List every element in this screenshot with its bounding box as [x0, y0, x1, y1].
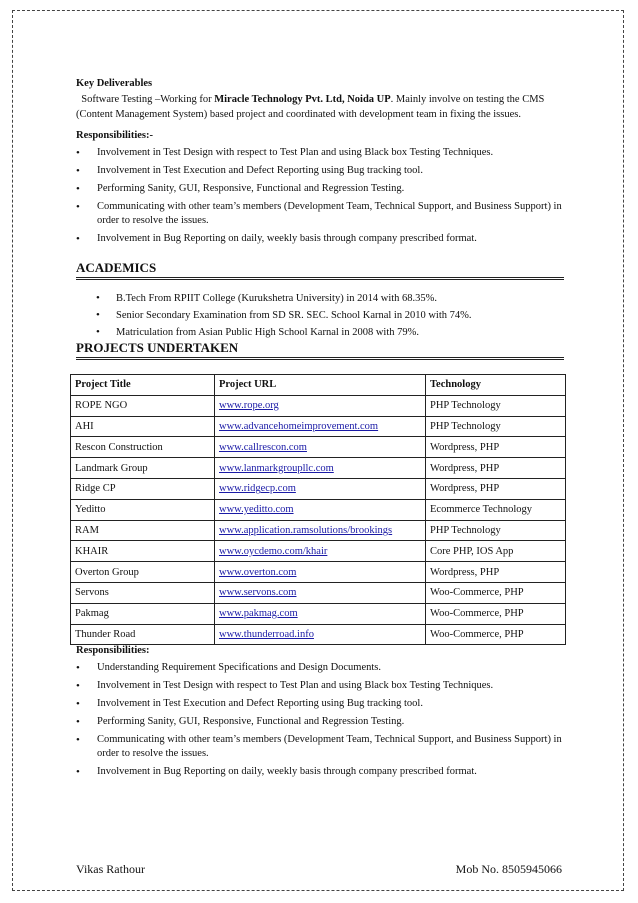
kd-text-prefix: Software Testing –Working for: [81, 94, 215, 105]
project-technology: Wordpress, PHP: [426, 458, 566, 479]
table-row: [71, 416, 566, 437]
project-technology: Woo-Commerce, PHP: [426, 624, 566, 645]
table-row: [71, 499, 566, 520]
list-item: • Involvement in Test Design with respect to Test Plan and using Black box Testing Techniques.: [76, 679, 566, 693]
project-url-link[interactable]: www.advancehomeimprovement.com: [219, 420, 379, 432]
project-technology: PHP Technology: [426, 416, 566, 437]
table-row: [71, 395, 566, 416]
project-technology: Wordpress, PHP: [426, 478, 566, 499]
header-project-url: Project URL: [215, 375, 426, 396]
responsibilities-title-1: Responsibilities:-: [76, 130, 154, 141]
table-row: [71, 458, 566, 479]
project-technology: PHP Technology: [426, 520, 566, 541]
responsibilities-title-2: Responsibilities:: [76, 645, 150, 656]
kd-company: Miracle Technology Pvt. Ltd, Noida UP: [214, 94, 391, 105]
project-title: Yeditto: [71, 499, 215, 520]
project-url-link[interactable]: www.thunderroad.info: [219, 628, 314, 640]
table-row: [71, 541, 566, 562]
table-row: [71, 582, 566, 603]
projects-table: [70, 374, 566, 645]
project-title: AHI: [71, 416, 215, 437]
project-title: Overton Group: [71, 562, 215, 583]
list-item: • Involvement in Bug Reporting on daily, weekly basis through company prescribed format.: [76, 765, 566, 779]
academics-list: [96, 291, 556, 342]
list-item: • Understanding Requirement Specifications and Design Documents.: [76, 661, 566, 675]
table-row: [71, 437, 566, 458]
project-url-link[interactable]: www.yeditto.com: [219, 504, 294, 516]
header-project-title: Project Title: [71, 375, 215, 396]
project-technology: Core PHP, IOS App: [426, 541, 566, 562]
list-item: • Performing Sanity, GUI, Responsive, Functional and Regression Testing.: [76, 182, 566, 196]
table-row: [71, 603, 566, 624]
table-row: [71, 562, 566, 583]
table-row: [71, 624, 566, 645]
project-technology: Woo-Commerce, PHP: [426, 582, 566, 603]
kd-text-suffix: . Mainly involve on testing the CMS (Content Management System) based project and coordinated with development team in fixing the issues.: [76, 94, 545, 120]
list-item: • Involvement in Test Design with respect to Test Plan and using Black box Testing Techniques.: [76, 146, 566, 160]
project-url-link[interactable]: www.application.ramsolutions/brookings: [219, 524, 393, 536]
project-url-link[interactable]: www.lanmarkgroupllc.com: [219, 462, 334, 474]
academics-heading: ACADEMICS: [76, 260, 564, 280]
key-deliverables-title: Key Deliverables: [76, 78, 153, 89]
responsibilities-list-1: [76, 146, 566, 250]
list-item: • Involvement in Test Execution and Defect Reporting using Bug tracking tool.: [76, 164, 566, 178]
project-url-link[interactable]: www.callrescon.com: [219, 441, 307, 453]
project-technology: Wordpress, PHP: [426, 437, 566, 458]
list-item: • Involvement in Bug Reporting on daily, weekly basis through company prescribed format.: [76, 232, 566, 246]
responsibilities-list-2: [76, 661, 566, 783]
key-deliverables-text: [76, 92, 566, 122]
list-item: • Communicating with other team’s members (Development Team, Technical Support, and Business Support) in order to resolve the issues.: [76, 733, 566, 761]
project-url-link[interactable]: www.pakmag.com: [219, 608, 298, 620]
table-row: [71, 478, 566, 499]
project-url-link[interactable]: www.rope.org: [219, 400, 279, 412]
project-technology: Woo-Commerce, PHP: [426, 603, 566, 624]
project-url-link[interactable]: www.servons.com: [219, 587, 297, 599]
project-technology: Ecommerce Technology: [426, 499, 566, 520]
project-title: Ridge CP: [71, 478, 215, 499]
table-row: [71, 520, 566, 541]
project-title: Pakmag: [71, 603, 215, 624]
project-technology: PHP Technology: [426, 395, 566, 416]
table-header-row: [71, 375, 566, 396]
project-technology: Wordpress, PHP: [426, 562, 566, 583]
project-title: KHAIR: [71, 541, 215, 562]
list-item: • Senior Secondary Examination from SD SR. SEC. School Karnal in 2010 with 74%.: [96, 308, 556, 323]
project-url-link[interactable]: www.overton.com: [219, 566, 297, 578]
list-item: • B.Tech From RPIIT College (Kurukshetra University) in 2014 with 68.35%.: [96, 291, 556, 306]
list-item: • Communicating with other team’s members (Development Team, Technical Support, and Business Support) in order to resolve the issues.: [76, 200, 566, 228]
project-url-link[interactable]: www.oycdemo.com/khair: [219, 545, 328, 557]
footer-name: Vikas Rathour: [76, 862, 145, 876]
project-url-link[interactable]: www.ridgecp.com: [219, 483, 296, 495]
project-title: Thunder Road: [71, 624, 215, 645]
header-technology: Technology: [426, 375, 566, 396]
footer-mobile: Mob No. 8505945066: [455, 862, 562, 876]
project-title: Servons: [71, 582, 215, 603]
list-item: • Matriculation from Asian Public High School Karnal in 2008 with 79%.: [96, 325, 556, 340]
project-title: ROPE NGO: [71, 395, 215, 416]
list-item: • Involvement in Test Execution and Defect Reporting using Bug tracking tool.: [76, 697, 566, 711]
project-title: RAM: [71, 520, 215, 541]
project-title: Landmark Group: [71, 458, 215, 479]
project-title: Rescon Construction: [71, 437, 215, 458]
projects-heading: PROJECTS UNDERTAKEN: [76, 340, 564, 360]
list-item: • Performing Sanity, GUI, Responsive, Functional and Regression Testing.: [76, 715, 566, 729]
